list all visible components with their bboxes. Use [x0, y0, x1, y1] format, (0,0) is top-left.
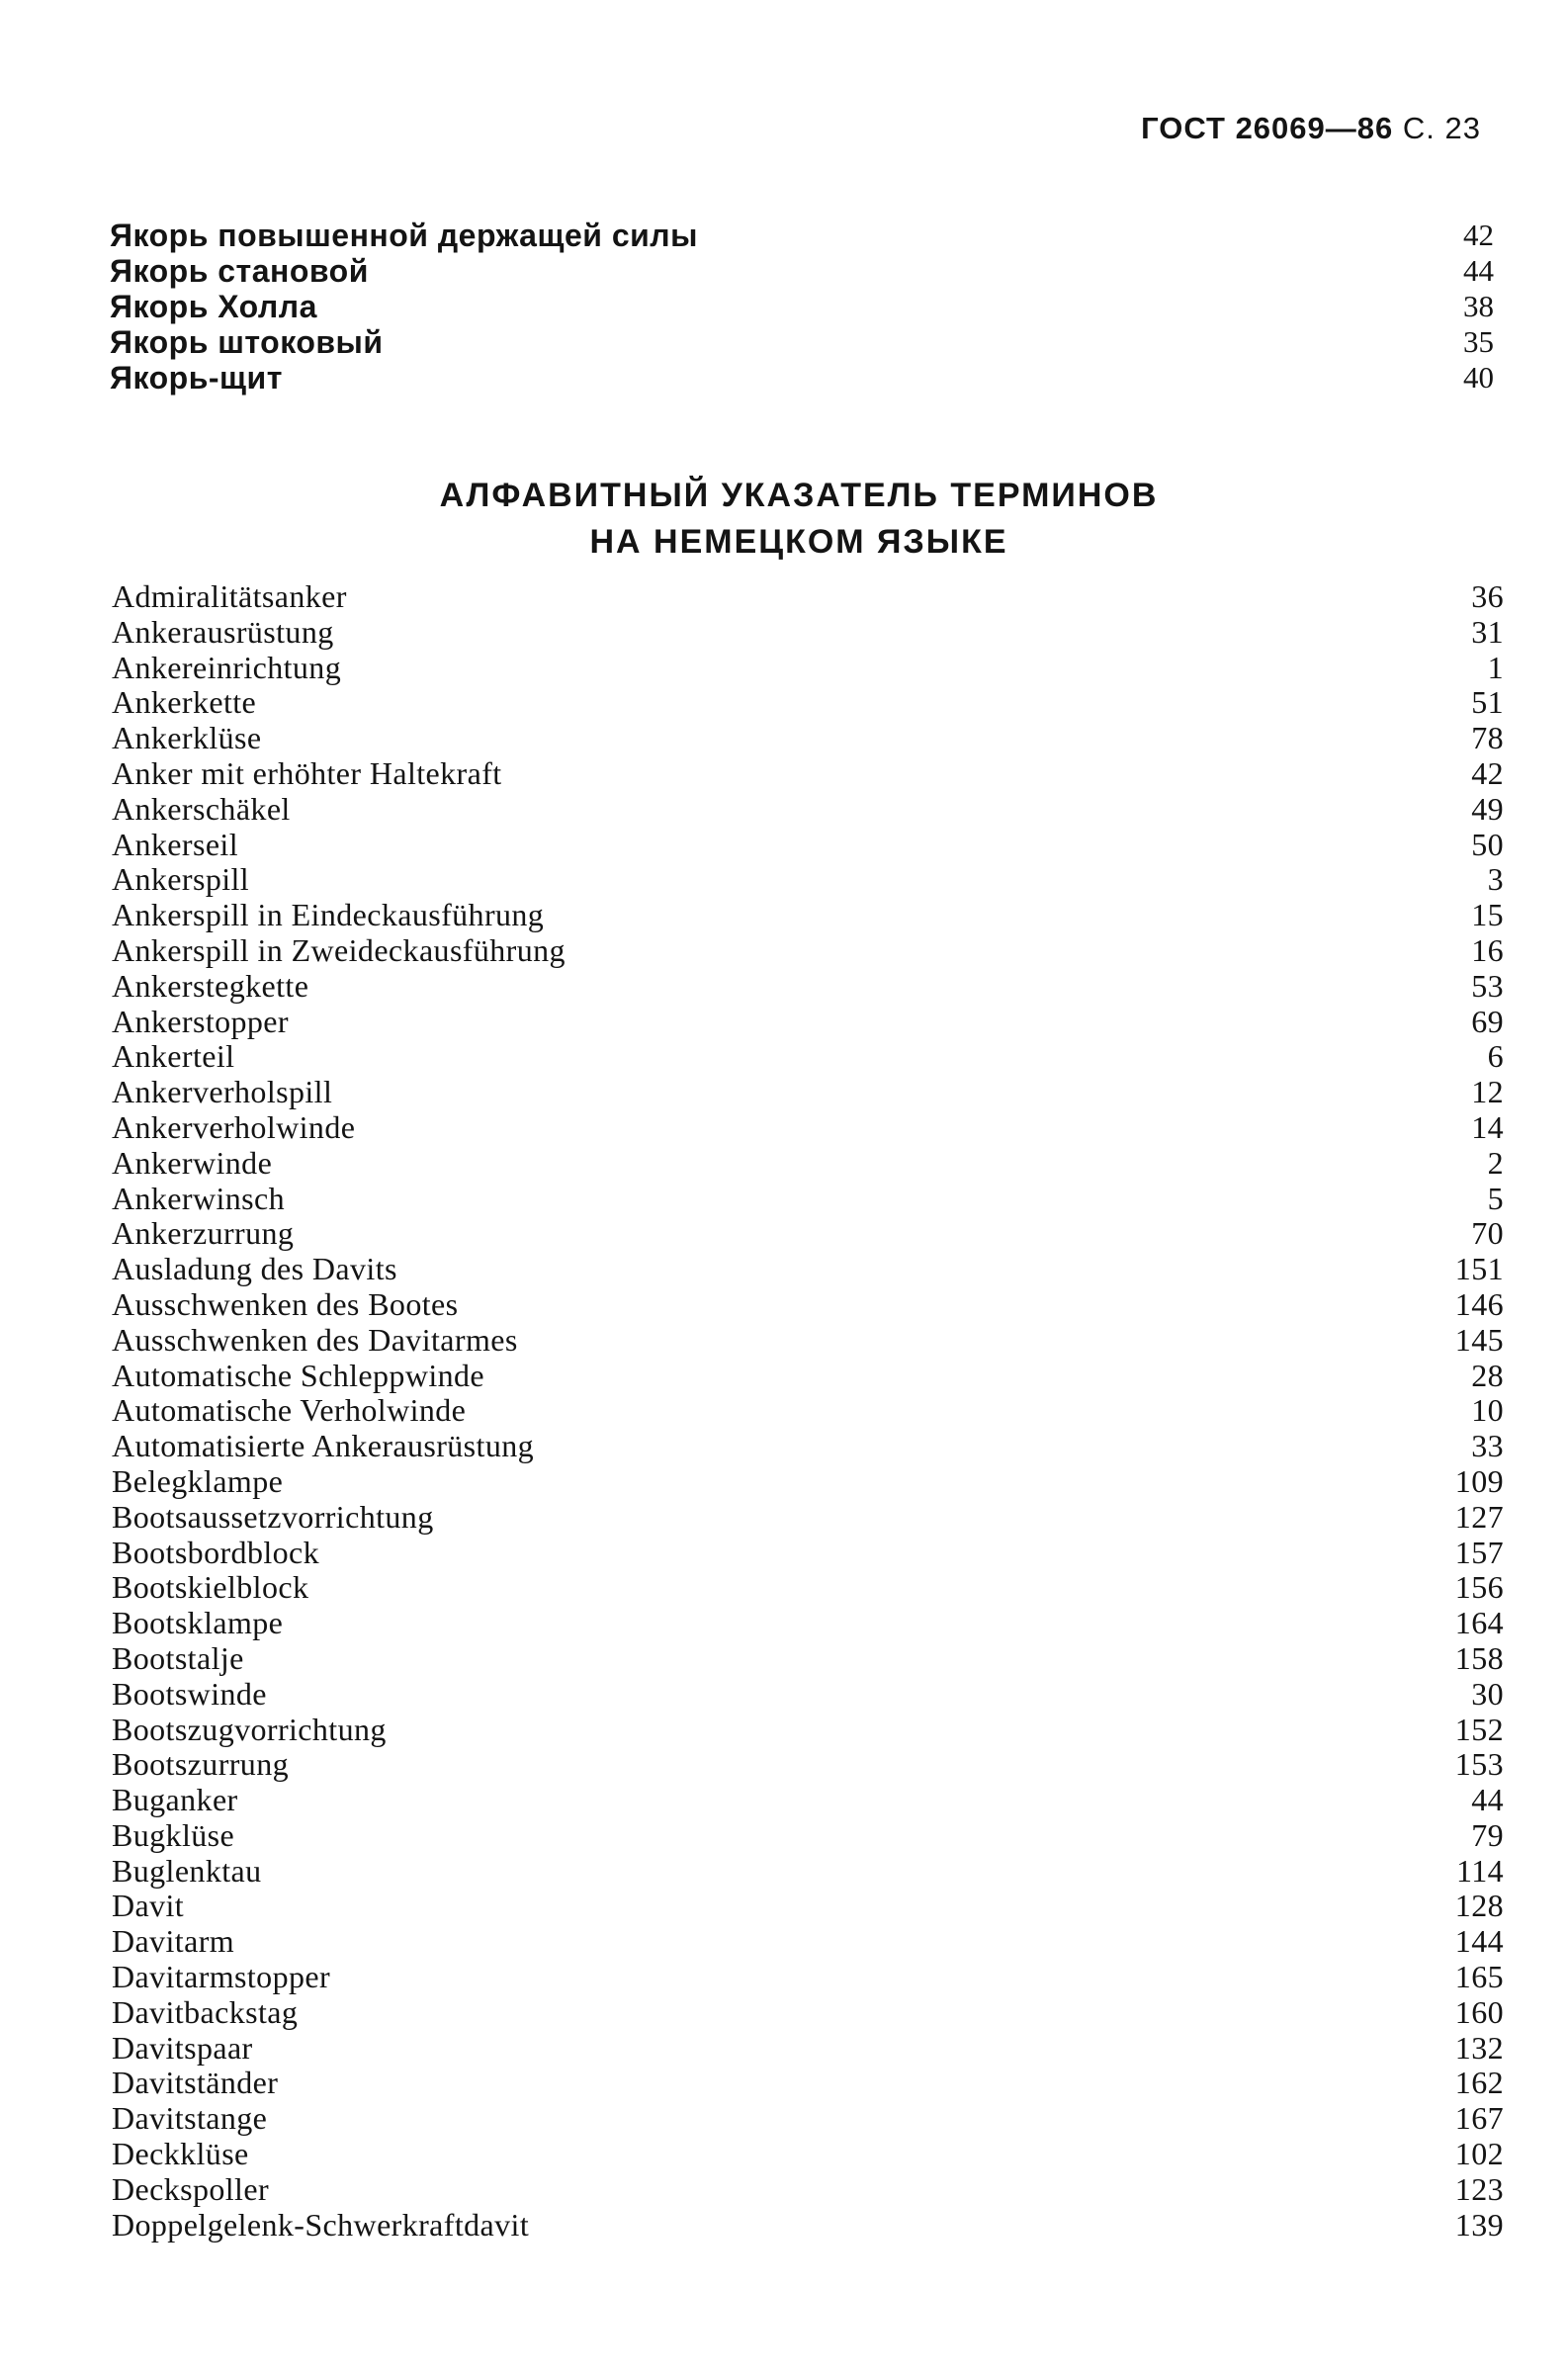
index-term: Automatisierte Ankerausrüstung	[112, 1428, 535, 1464]
index-entry	[112, 1747, 1504, 1783]
index-page-ref: 78	[1471, 720, 1504, 756]
index-term: Ankerverholwinde	[112, 1108, 356, 1145]
index-entry	[112, 1359, 1504, 1394]
index-term: Якорь штоковый	[110, 324, 384, 360]
index-term: Admiralitätsanker	[112, 578, 347, 614]
index-page-ref: 5	[1487, 1180, 1504, 1216]
index-entry	[112, 2172, 1504, 2208]
index-entry	[110, 289, 1494, 324]
index-page-ref: 3	[1487, 861, 1504, 898]
index-page-ref: 10	[1471, 1392, 1504, 1429]
index-term: Buganker	[112, 1782, 238, 1818]
index-page-ref: 160	[1454, 1993, 1504, 2030]
index-page-ref: 128	[1454, 1888, 1504, 1924]
index-term: Automatische Schleppwinde	[112, 1357, 485, 1393]
index-term: Ankerteil	[112, 1038, 235, 1075]
index-entry	[112, 2031, 1504, 2067]
index-page-ref: 42	[1471, 754, 1504, 791]
index-term: Bootskielblock	[112, 1569, 309, 1606]
index-page-ref: 157	[1454, 1534, 1504, 1570]
index-page-ref: 50	[1471, 826, 1504, 862]
index-entry	[112, 792, 1504, 828]
index-entry	[112, 1995, 1504, 2031]
index-page-ref: 44	[1463, 253, 1494, 288]
index-term: Bootstalje	[112, 1639, 244, 1676]
index-page-ref: 152	[1454, 1711, 1504, 1747]
index-entry	[112, 1110, 1504, 1146]
index-entry	[112, 1924, 1504, 1960]
index-term: Ausschwenken des Bootes	[112, 1285, 459, 1322]
index-term: Deckklüse	[112, 2136, 249, 2172]
index-page-ref: 28	[1471, 1357, 1504, 1393]
index-term: Automatische Verholwinde	[112, 1392, 467, 1429]
index-entry	[112, 2137, 1504, 2172]
index-entry	[112, 1889, 1504, 1924]
index-page-ref: 127	[1454, 1498, 1504, 1535]
section-title	[0, 473, 1568, 566]
index-entry	[110, 324, 1494, 360]
index-term: Ankerstopper	[112, 1003, 289, 1039]
index-term: Doppelgelenk-Schwerkraftdavit	[112, 2206, 530, 2243]
index-term: Belegklampe	[112, 1462, 284, 1499]
index-page-ref: 6	[1487, 1038, 1504, 1075]
index-entry	[112, 1287, 1504, 1323]
index-entry	[112, 651, 1504, 686]
index-term: Ankerzurrung	[112, 1215, 295, 1252]
index-entry	[112, 1464, 1504, 1500]
index-page-ref: 15	[1471, 897, 1504, 933]
index-entry	[112, 1818, 1504, 1854]
index-entry	[112, 898, 1504, 933]
standard-code: ГОСТ 26069—86	[1141, 111, 1394, 145]
index-page-ref: 153	[1454, 1746, 1504, 1783]
index-page-ref: 165	[1454, 1959, 1504, 1995]
index-term: Ankerwinde	[112, 1144, 273, 1181]
index-term: Davitstange	[112, 2100, 268, 2137]
index-entry	[110, 360, 1494, 396]
index-page-ref: 40	[1463, 360, 1494, 395]
index-term: Ankerwinsch	[112, 1180, 286, 1216]
index-entry	[112, 1500, 1504, 1536]
index-entry	[112, 828, 1504, 863]
index-term: Bootsbordblock	[112, 1534, 320, 1570]
index-entry	[110, 253, 1494, 289]
index-term: Bootszurrung	[112, 1746, 290, 1783]
index-entry	[112, 1216, 1504, 1252]
index-entry	[112, 1783, 1504, 1818]
index-term: Ankerkette	[112, 684, 257, 721]
index-entry	[112, 1854, 1504, 1890]
russian-terms-list	[110, 218, 1494, 396]
page-header	[1141, 111, 1481, 146]
index-term: Ankerschäkel	[112, 790, 291, 827]
index-term: Якорь становой	[110, 253, 369, 289]
index-term: Ankerausrüstung	[112, 613, 334, 650]
index-page-ref: 109	[1454, 1462, 1504, 1499]
index-entry	[112, 1570, 1504, 1606]
index-term: Ankerstegkette	[112, 967, 309, 1004]
section-title-line-2: НА НЕМЕЦКОМ ЯЗЫКЕ	[589, 523, 1008, 561]
index-page-ref: 16	[1471, 931, 1504, 968]
section-title-line-1: АЛФАВИТНЫЙ УКАЗАТЕЛЬ ТЕРМИНОВ	[439, 477, 1159, 514]
index-page-ref: 144	[1454, 1923, 1504, 1960]
index-term: Якорь-щит	[110, 360, 283, 396]
index-page-ref: 1	[1487, 649, 1504, 685]
index-page-ref: 38	[1463, 289, 1494, 323]
index-page-ref: 123	[1454, 2170, 1504, 2207]
index-page-ref: 139	[1454, 2206, 1504, 2243]
index-entry	[112, 1323, 1504, 1359]
index-term: Bootszugvorrichtung	[112, 1711, 387, 1747]
index-term: Bootswinde	[112, 1675, 267, 1712]
index-term: Bootsaussetzvorrichtung	[112, 1498, 434, 1535]
index-entry	[112, 756, 1504, 792]
index-entry	[112, 1146, 1504, 1182]
index-page-ref: 51	[1471, 684, 1504, 721]
index-term: Davitspaar	[112, 2029, 253, 2066]
index-term: Ankerspill	[112, 861, 250, 898]
index-term: Bootsklampe	[112, 1605, 284, 1641]
index-term: Davitbackstag	[112, 1993, 299, 2030]
index-entry	[112, 1606, 1504, 1641]
index-term: Davitständer	[112, 2065, 279, 2101]
index-entry	[110, 218, 1494, 253]
index-entry	[112, 2066, 1504, 2101]
index-page-ref: 167	[1454, 2100, 1504, 2137]
index-term: Ankerspill in Zweideckausführung	[112, 931, 566, 968]
index-entry	[112, 615, 1504, 651]
index-term: Ankerseil	[112, 826, 239, 862]
index-page-ref: 53	[1471, 967, 1504, 1004]
index-term: Якорь повышенной держащей силы	[110, 218, 698, 253]
index-page-ref: 156	[1454, 1569, 1504, 1606]
index-entry	[112, 1005, 1504, 1040]
index-page-ref: 79	[1471, 1816, 1504, 1853]
index-page-ref: 31	[1471, 613, 1504, 650]
index-page-ref: 162	[1454, 2065, 1504, 2101]
index-page-ref: 44	[1471, 1782, 1504, 1818]
index-entry	[112, 1713, 1504, 1748]
index-entry	[112, 862, 1504, 898]
index-entry	[112, 1075, 1504, 1110]
index-entry	[112, 933, 1504, 969]
index-page-ref: 36	[1471, 578, 1504, 614]
index-entry	[112, 1641, 1504, 1677]
index-term: Ausschwenken des Davitarmes	[112, 1321, 518, 1358]
index-term: Якорь Холла	[110, 289, 317, 324]
index-page-ref: 69	[1471, 1003, 1504, 1039]
index-term: Bugklüse	[112, 1816, 235, 1853]
index-page-ref: 158	[1454, 1639, 1504, 1676]
index-page-ref: 70	[1471, 1215, 1504, 1252]
index-page-ref: 145	[1454, 1321, 1504, 1358]
index-entry	[112, 969, 1504, 1005]
index-term: Ankerverholspill	[112, 1074, 333, 1110]
index-term: Davit	[112, 1888, 185, 1924]
index-entry	[112, 1429, 1504, 1464]
index-term: Ankereinrichtung	[112, 649, 342, 685]
index-page-ref: 132	[1454, 2029, 1504, 2066]
index-page-ref: 151	[1454, 1251, 1504, 1287]
index-page-ref: 35	[1463, 324, 1494, 359]
index-term: Anker mit erhöhter Haltekraft	[112, 754, 502, 791]
index-entry	[112, 721, 1504, 756]
index-term: Ausladung des Davits	[112, 1251, 397, 1287]
index-entry	[112, 579, 1504, 615]
index-term: Buglenktau	[112, 1852, 262, 1889]
index-entry	[112, 1677, 1504, 1713]
index-page-ref: 33	[1471, 1428, 1504, 1464]
index-entry	[112, 2101, 1504, 2137]
index-page-ref: 102	[1454, 2136, 1504, 2172]
index-page-ref: 164	[1454, 1605, 1504, 1641]
index-page-ref: 146	[1454, 1285, 1504, 1322]
index-entry	[112, 1039, 1504, 1075]
index-entry	[112, 685, 1504, 721]
german-terms-list	[112, 579, 1504, 2243]
index-term: Ankerspill in Eindeckausführung	[112, 897, 545, 933]
page-number: С. 23	[1402, 111, 1481, 145]
index-entry	[112, 2208, 1504, 2244]
index-term: Davitarmstopper	[112, 1959, 331, 1995]
index-page-ref: 14	[1471, 1108, 1504, 1145]
index-page-ref: 2	[1487, 1144, 1504, 1181]
index-page-ref: 30	[1471, 1675, 1504, 1712]
index-page-ref: 12	[1471, 1074, 1504, 1110]
index-term: Deckspoller	[112, 2170, 270, 2207]
index-page-ref: 49	[1471, 790, 1504, 827]
index-entry	[112, 1536, 1504, 1571]
index-page-ref: 42	[1463, 218, 1494, 252]
index-page-ref: 114	[1455, 1852, 1504, 1889]
index-term: Ankerklüse	[112, 720, 262, 756]
index-entry	[112, 1252, 1504, 1287]
index-entry	[112, 1393, 1504, 1429]
index-entry	[112, 1960, 1504, 1995]
index-term: Davitarm	[112, 1923, 235, 1960]
index-entry	[112, 1182, 1504, 1217]
